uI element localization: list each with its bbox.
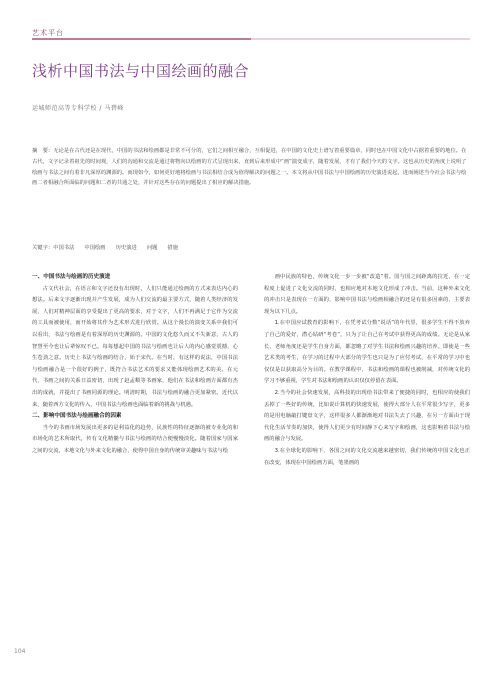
paragraph: 2.当今的社会快速发展，高科技的出现给书法带来了便捷的同时，也相应的使我们丢掉了一些好的传统，比如说计算机的快速发展，使得大部分人在平常很少写字，更多的是用电脑敲打键盘文字，这样很多人都渐渐地对书法失去了兴趣，在另一方面由于现代化生活节奏的加快，使得人们更少有时间静下心来写字和绘画，这也影响着书法与绘画的融合与发展。 bbox=[264, 389, 470, 443]
keyword: 问题 bbox=[146, 245, 158, 251]
paragraph: 古文代社会，在语言和文字还没有出现时，人们只能通过绘画的方式来表达内心的想法。后来文字逐渐出现并产生发展，成为人们交流的最主要方式，随着人类经济的发展，人们对精神层面的享受提出了更高的要求，对于文字，人们不再满足于它作为交流的工具而被使用，而开始将其作为艺术形式进行欣赏。从这个漫长的演变关系中我们可以看出，书法与绘画是有着深厚的历史渊源的。中国的文化悠久而又不失新意，古人的智慧至今也让后辈惊叹不已。每每想起中国的书法与绘画也让后人的内心感觉震撼，心生苍劲之意。历史上书法与绘画的结合，始于宋代。在当时，有这样的说法，中国书法与绘画融合是一个很好的例子，既符合书法艺术的要求又能体现绘画艺术的美。在元代，书画之间的关系日益密切，出现了赵孟頫等书画家，他们在书法和绘画方面都有杰出的成就，并提出了书画同源的理论。明清时期，书法与绘画的融合更加紧密。近代以来，随着西方文化的传入，中国书法与绘画也面临着新的挑战与机遇。 bbox=[32, 285, 238, 408]
abstract-label: 摘 要： bbox=[32, 148, 54, 154]
paragraph: 当今的书画市场发展出更多的是利益化的趋势，民族性的特征逐渐的被专业化的和市场化的艺术所取代，传有文化精髓与书法与绘画的结合便慢慢淡化。随着国家与国家之间的交流，本地文化与外来文化的融合，使得中国自身的传统审美趣味与书法与绘 bbox=[32, 424, 238, 454]
keywords bbox=[32, 243, 470, 251]
article-title: 浅析中国书法与中国绘画的融合 bbox=[32, 62, 250, 80]
keyword: 中国书法 bbox=[53, 245, 75, 251]
section-tag: 艺术平台 bbox=[32, 29, 64, 37]
page-number: 104 bbox=[14, 648, 26, 655]
paragraph: 1.在中国应试教育的影响下，在凭考试分数“说话”的年代里，很多学生不得不放弃了自己的爱好，潜心钻研“考卷”，只为了让自己在考试中获得更高的成绩。无论是从家长、老师角度还是学生自身方面，都忽略了对学生书法和绘画兴趣的培养。即使是一些艺术类的考生，在学习的过程中大部分的学生也只是为了应付考试，在平常的学习中也仅仅是以获取高分为目的。在教学课程中，书法和绘画的课程也被削减，对传统文化的学习不够重视，学生对书法和绘画的认识仅仅停留在表面。 bbox=[264, 320, 470, 385]
keyword: 历史演进 bbox=[115, 245, 137, 251]
paragraph: 画中民族的特色，传统文化一步一步被“改造”着。国与国之间距离的拉近，在一定程度上促进了文化交流的同时，也相应地对本地文化形成了冲击。当前，这种外来文化的冲击只是表现在一方面的，影响中国书法与绘画相融合的还是有很多因素的，主要表现为以下几点。 bbox=[264, 274, 470, 315]
left-column bbox=[32, 272, 238, 458]
paragraph: 3.在全球化的影响下，各国之间的文化交流越来越密切，我们传统的中国文化也正在改变，体现在中国绘画方面，笔墨画的 bbox=[264, 447, 470, 466]
header-rule bbox=[32, 38, 470, 40]
abstract-text: 无论是在古代还是在现代，中国的书法和绘画都是非常不可分的，它们之间相互融合，互相促进，在中国的文化史上谱写着重要篇章，同时也在中国文化中占据着重要的地位。在古代，文字记录着祖先的时间观，人们的沟通和交流是通过将物向以绘画的方式呈现出来，直到后来形成中“画”演变成字，随着发展，才有了我们今天的文字。这也从历史的角度上说明了绘画与书法之间有着非凡深厚的渊源的。而现如今，如何更好地将绘画与书法相结合成为值得解决的问题之一。本文将从中国书法与中国绘画的历史演进说起，进而阐述当今社会书法与绘画二者相融合所面临的问题和二者的共通之处，并针对这些存在的问题提出了相应的解决措施。 bbox=[32, 148, 467, 187]
keywords-label: 关键字： bbox=[32, 245, 54, 251]
keyword: 中国绘画 bbox=[84, 245, 106, 251]
abstract bbox=[32, 146, 470, 189]
keyword: 措施 bbox=[167, 245, 179, 251]
author-line: 运城师范高等专科学校 / 马碧峰 bbox=[32, 105, 124, 112]
right-column bbox=[264, 272, 470, 469]
section-heading-2: 二、影响中国书法与绘画融合的因素 bbox=[32, 413, 122, 420]
section-heading-1: 一、中国书法与绘画的历史演进 bbox=[32, 274, 111, 280]
